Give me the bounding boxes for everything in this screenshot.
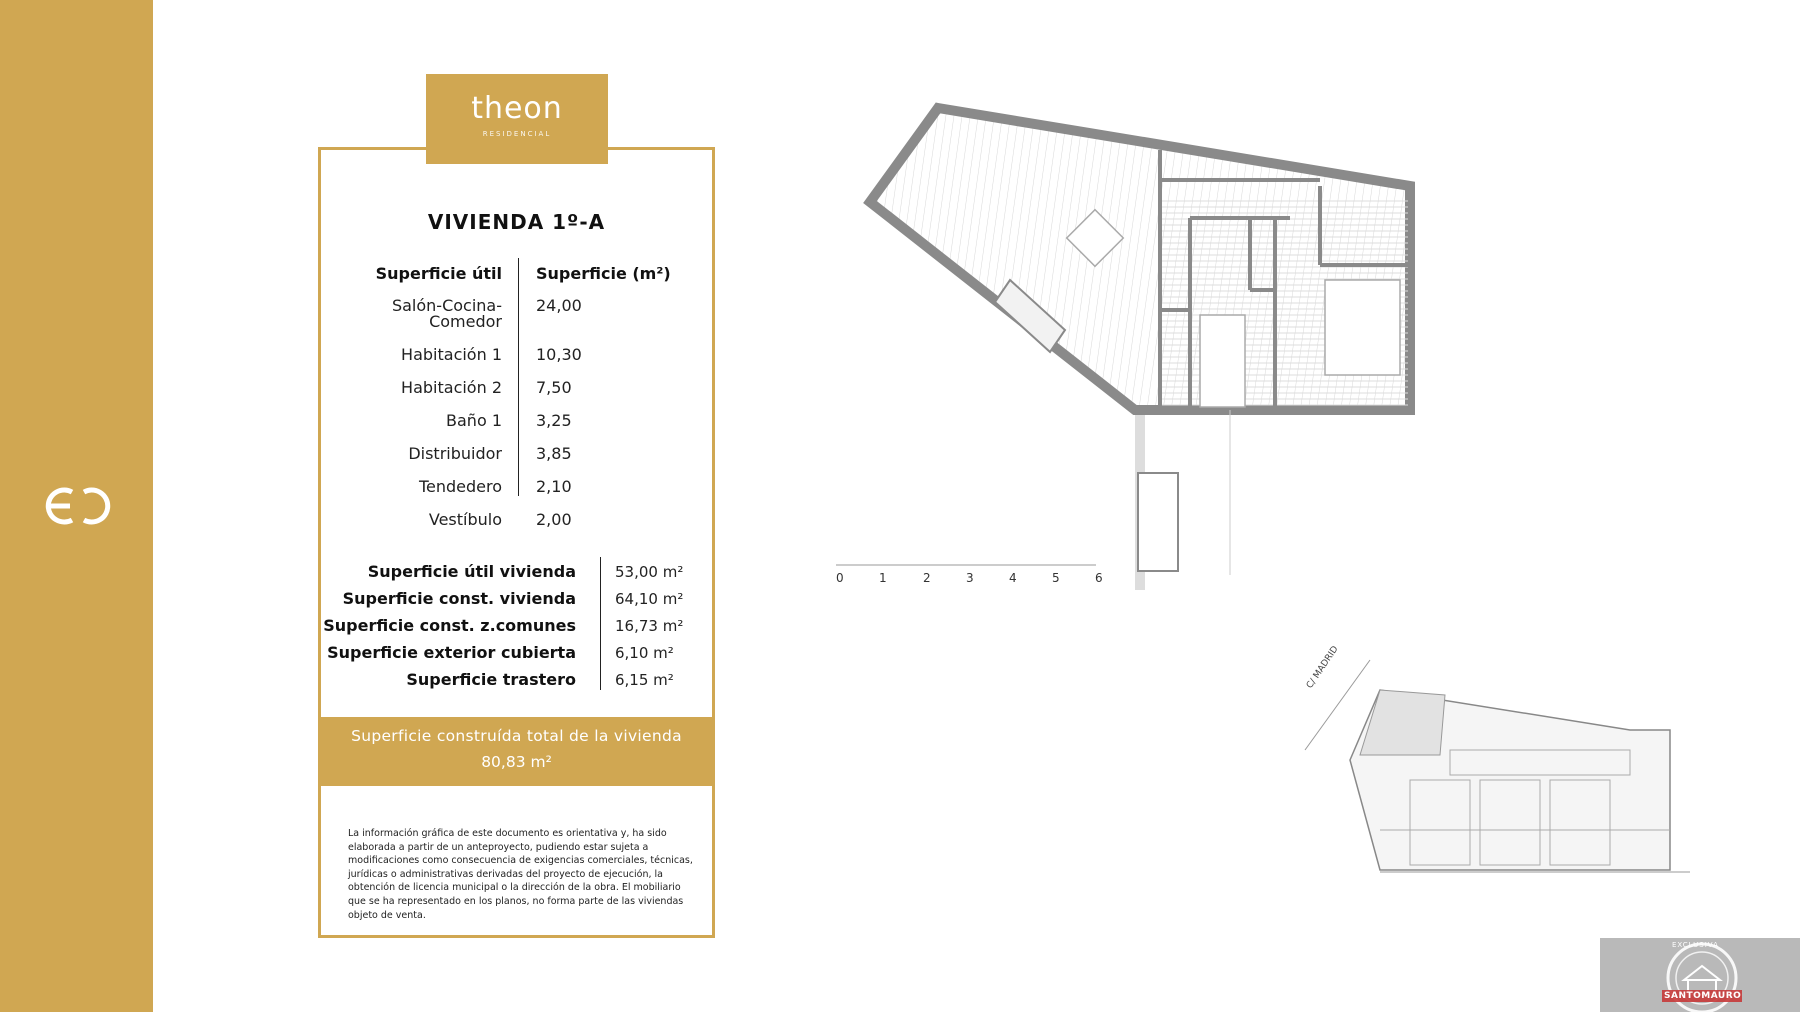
watermark-badge — [1600, 938, 1800, 1012]
room-value: 24,00 — [536, 296, 582, 315]
total-value: 53,00 m² — [615, 563, 684, 581]
scale-bar — [836, 555, 1106, 585]
brand-logo — [426, 74, 608, 164]
room-name: Salón-Cocina-Comedor — [391, 296, 502, 331]
scale-tick: 1 — [879, 571, 887, 585]
scale-tick: 0 — [836, 571, 844, 585]
room-name: Habitación 2 — [401, 378, 502, 397]
room-value: 3,25 — [536, 411, 572, 430]
room-name: Distribuidor — [408, 444, 502, 463]
total-label: Superficie trastero — [406, 670, 576, 689]
total-value: 6,15 m² — [615, 671, 674, 689]
total-label: Superficie útil vivienda — [367, 562, 576, 581]
site-plan — [1300, 650, 1700, 880]
room-value: 2,00 — [536, 510, 572, 529]
room-value: 10,30 — [536, 345, 582, 364]
room-name: Habitación 1 — [401, 345, 502, 364]
disclaimer-text: La información gráfica de este documento es orientativa y, ha sido elaborada a partir de un anteproyecto, pudiendo estar sujeta a modificaciones como consecuencia de exigencias comerciales, técnicas, jurídicas o administrativas derivadas del proyecto de ejecución, la obtención de licencia municipal o la dirección de la obra. El mobiliario que se ha representado en los planos, no forma parte de las viviendas objeto de venta. — [348, 828, 693, 921]
scale-tick: 3 — [966, 571, 974, 585]
rooms-header-name: Superficie útil — [375, 264, 502, 283]
street-label: C/ MADRID — [1305, 644, 1341, 691]
bed — [1200, 315, 1245, 407]
scale-bar-line — [836, 555, 1106, 567]
scale-tick: 2 — [923, 571, 931, 585]
grand-total-value: 80,83 m² — [481, 753, 552, 771]
total-label: Superficie exterior cubierta — [327, 643, 576, 662]
storage — [1138, 473, 1178, 571]
watermark-name: SANTOMAURO — [1664, 991, 1742, 1001]
total-value: 6,10 m² — [615, 644, 674, 662]
scale-tick: 6 — [1095, 571, 1103, 585]
total-label: Superficie const. z.comunes — [323, 616, 576, 635]
scale-tick: 4 — [1009, 571, 1017, 585]
total-value: 64,10 m² — [615, 590, 684, 608]
rooms-divider — [518, 258, 519, 496]
totals-divider — [600, 557, 601, 690]
unit-info-card — [318, 147, 715, 938]
total-label: Superficie const. vivienda — [342, 589, 576, 608]
total-value: 16,73 m² — [615, 617, 684, 635]
rooms-header-value: Superficie (m²) — [536, 264, 671, 283]
unit-title: VIVIENDA 1º-A — [427, 210, 606, 234]
room-value: 2,10 — [536, 477, 572, 496]
room-value: 3,85 — [536, 444, 572, 463]
watermark-top-text: EXCLUSIVA — [1672, 941, 1719, 949]
brand-subtitle: RESIDENCIAL — [482, 130, 552, 138]
room-name: Vestíbulo — [428, 510, 502, 529]
grand-total-label: Superficie construída total de la vivienda — [351, 727, 682, 745]
room-name: Tendedero — [418, 477, 502, 496]
bed-2 — [1325, 280, 1400, 375]
ec-logo-icon — [40, 484, 116, 528]
scale-tick: 5 — [1052, 571, 1060, 585]
left-sidebar — [0, 0, 153, 1012]
grand-total-band — [321, 717, 712, 786]
floor-plan — [820, 90, 1420, 590]
room-value: 7,50 — [536, 378, 572, 397]
room-name: Baño 1 — [446, 411, 502, 430]
brand-name: theon — [471, 91, 563, 126]
